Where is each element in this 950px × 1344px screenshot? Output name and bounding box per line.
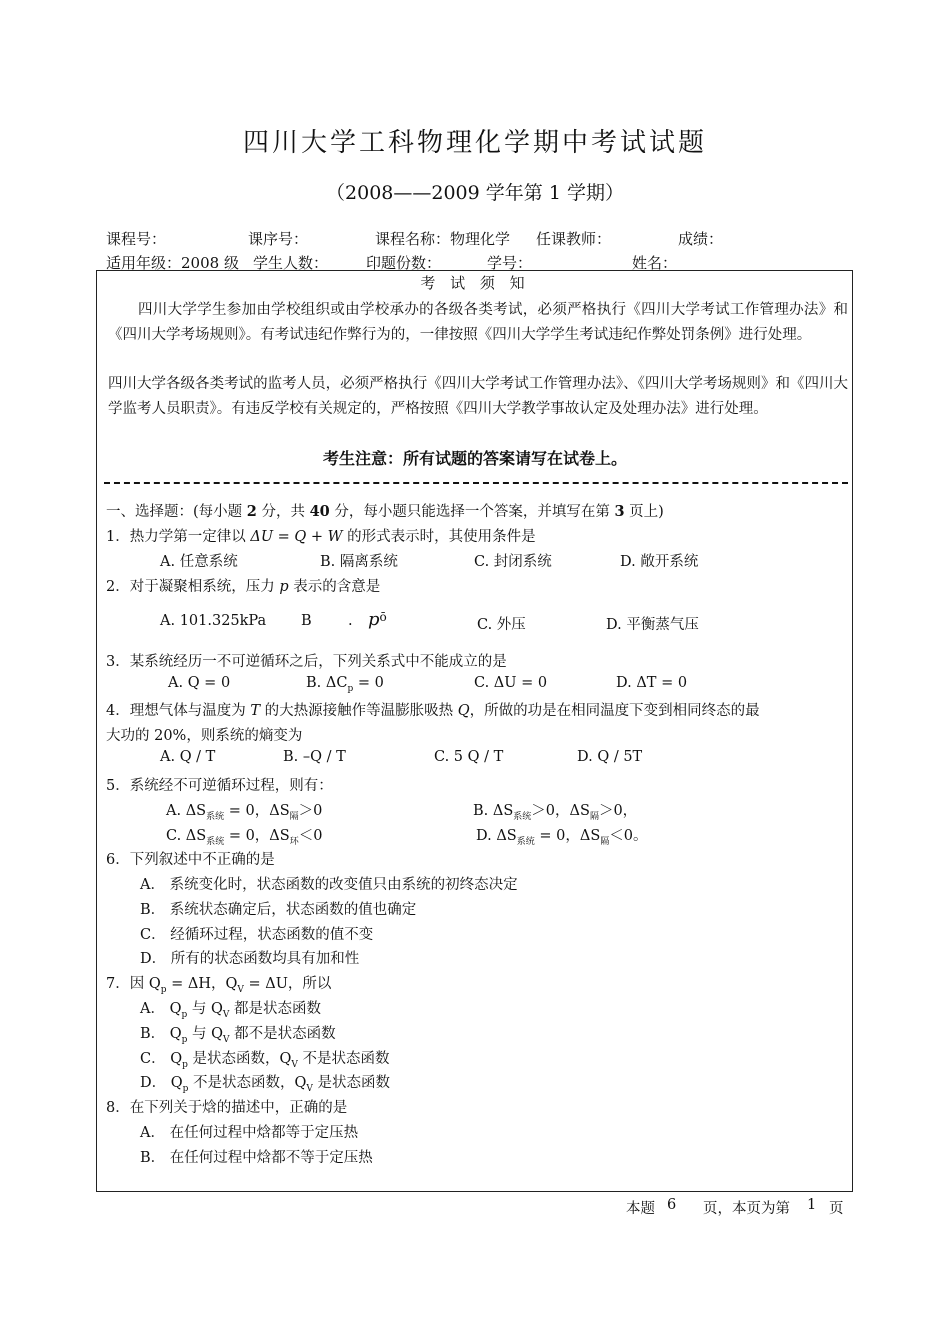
footer-current-page: 1 (807, 1197, 817, 1213)
course-name-label: 课程名称：物理化学 (375, 230, 511, 248)
q2-option-b-letter: B (301, 613, 312, 629)
q5-option-d: D. $\Delta S_{系统} = 0$，$\Delta S_隔<0$。 (476, 828, 648, 847)
answer-notice: 考生注意：所有试题的答案请写在试卷上。 (322, 449, 627, 468)
q6-option-a: A． 系统变化时，状态函数的改变值只由系统的初终态决定 (140, 877, 518, 893)
question-4-stem-line-2: 大功的 20%，则系统的熵变为 (106, 728, 303, 744)
q2-option-b-dot: . (348, 613, 353, 629)
q1-option-b: B. 隔离系统 (320, 554, 398, 570)
q1-option-a: A. 任意系统 (160, 554, 238, 570)
notice-heading: 考 试 须 知 (420, 274, 530, 292)
notice-paragraph-1: 四川大学学生参加由学校组织或由学校承办的各级各类考试，必须严格执行《四川大学考试工作管理办法》和《四川大学考场规则》。有考试违纪作弊行为的，一律按照《四川大学学生考试违纪作弊处罚条例》进行处理。 (108, 302, 848, 343)
seq-no-label: 课序号： (248, 230, 309, 248)
question-7-stem: 7．因 $Q_p = \Delta H$，$Q_V = \Delta U$，所以 (106, 976, 332, 995)
q1-option-d: D. 敞开系统 (620, 554, 699, 570)
footer-current-label: 页，本页为第 (703, 1201, 790, 1217)
q7-option-b: B． $Q_p$ 与 $Q_V$ 都不是状态函数 (140, 1026, 336, 1045)
q6-option-d: D． 所有的状态函数均具有加和性 (140, 951, 360, 967)
q2-option-c: C. 外压 (477, 617, 526, 633)
student-id-label: 学号： (487, 254, 533, 272)
q3-option-c: C. ΔU = 0 (474, 675, 548, 691)
question-5-stem: 5．系统经不可逆循环过程，则有： (106, 778, 333, 794)
q4-option-b: B. –Q / T (283, 749, 346, 765)
dashed-divider (104, 482, 848, 484)
q2-option-a: A. 101.325kPa (160, 613, 267, 629)
section-heading: 一、选择题：(每小题 2 分，共 40 分，每小题只能选择一个答案，并填写在第 3 页上) (106, 503, 664, 520)
semester-subtitle: （2008——2009 学年第 1 学期） (326, 182, 624, 204)
q5-option-b: B. $\Delta S_{系统}>0$，$\Delta S_隔>0$， (473, 803, 638, 822)
q4-option-c: C. 5 Q / T (434, 749, 504, 765)
question-3-stem: 3．某系统经历一不可逆循环之后，下列关系式中不能成立的是 (106, 654, 507, 670)
footer-total-pages: 6 (667, 1197, 677, 1213)
course-no-label: 课程号： (106, 230, 167, 248)
q8-option-a: A． 在任何过程中焓都等于定压热 (140, 1125, 359, 1141)
score-label: 成绩： (678, 230, 724, 248)
footer-page-suffix: 页 (829, 1201, 844, 1217)
footer-total-label: 本题 (626, 1201, 655, 1217)
q6-option-b: B． 系统状态确定后，状态函数的值也确定 (140, 902, 417, 918)
q4-option-d: D. Q / 5T (577, 749, 643, 765)
question-6-stem: 6．下列叙述中不正确的是 (106, 852, 275, 868)
grade-label: 适用年级：2008 级 (106, 254, 239, 272)
page-title: 四川大学工科物理化学期中考试试题 (242, 128, 707, 158)
q1-option-c: C. 封闭系统 (474, 554, 552, 570)
teacher-label: 任课教师： (536, 230, 612, 248)
q8-option-b: B． 在任何过程中焓都不等于定压热 (140, 1150, 373, 1166)
q5-option-a: A. $\Delta S_{系统} = 0$，$\Delta S_隔>0$ (166, 803, 323, 822)
q7-option-c: C． $Q_p$ 是状态函数，$Q_V$ 不是状态函数 (140, 1051, 390, 1070)
question-1-stem: 1．热力学第一定律以 ΔU = Q + W 的形式表示时，其使用条件是 (106, 529, 536, 545)
q7-option-a: A． $Q_p$ 与 $Q_V$ 都是状态函数 (140, 1001, 321, 1020)
student-count-label: 学生人数： (253, 254, 329, 272)
q5-option-c: C. $\Delta S_{系统} = 0$，$\Delta S_环<0$ (166, 828, 323, 847)
q3-option-b: B. $\Delta C_p = 0$ (306, 675, 384, 694)
q3-option-d: D. ΔT = 0 (616, 675, 688, 691)
question-4-stem-line-1: 4．理想气体与温度为 T 的大热源接触作等温膨胀吸热 Q，所做的功是在相同温度下变到相同终态的最 (106, 703, 760, 719)
q4-option-a: A. Q / T (160, 749, 216, 765)
q6-option-c: C． 经循环过程，状态函数的值不变 (140, 927, 374, 943)
notice-paragraph-2: 四川大学各级各类考试的监考人员，必须严格执行《四川大学考试工作管理办法》、《四川大学考场规则》和《四川大学监考人员职责》。有违反学校有关规定的，严格按照《四川大学教学事故认定及处理办法》进行处理。 (108, 376, 848, 417)
q2-option-d: D. 平衡蒸气压 (606, 617, 699, 633)
question-8-stem: 8．在下列关于焓的描述中，正确的是 (106, 1100, 348, 1116)
q2-option-b-symbol: $p^ō$ (368, 609, 387, 630)
question-2-stem: 2．对于凝聚相系统，压力 p 表示的含意是 (106, 579, 381, 595)
name-label: 姓名： (632, 254, 678, 272)
copies-label: 印题份数： (366, 254, 442, 272)
q3-option-a: A. Q = 0 (168, 675, 231, 691)
q7-option-d: D． $Q_p$ 不是状态函数，$Q_V$ 是状态函数 (140, 1075, 390, 1094)
